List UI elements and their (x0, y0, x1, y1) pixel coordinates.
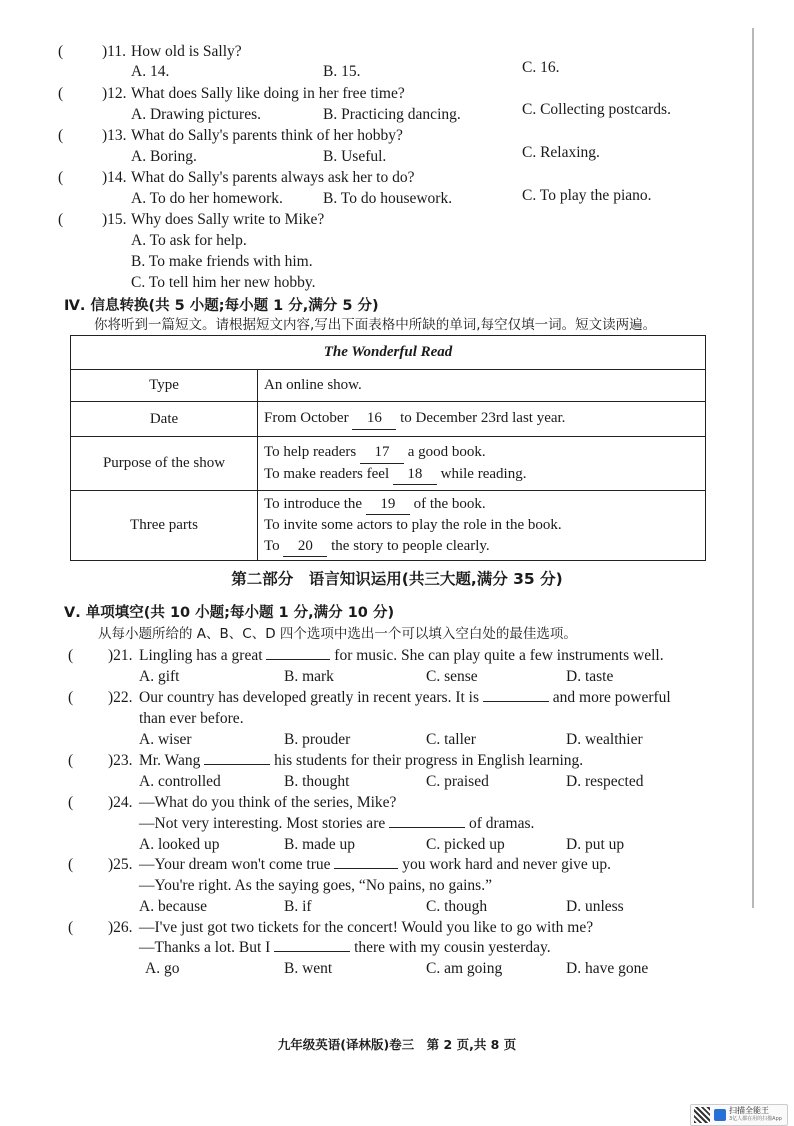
answer-blank[interactable] (274, 951, 350, 952)
text: his students for their progress in English learning. (274, 752, 584, 769)
question-number: )24. (108, 794, 133, 811)
option-a: A. Boring. (131, 148, 197, 165)
text: for music. She can play quite a few instruments well. (334, 647, 664, 664)
part-title: 第二部分 语言知识运用(共三大题,满分 35 分) (231, 570, 563, 588)
question-number: )26. (108, 919, 133, 936)
option-b: B. Useful. (323, 148, 387, 165)
answer-blank[interactable] (334, 868, 398, 869)
answer-paren: ( (68, 794, 74, 811)
text: To make readers feel (264, 465, 390, 482)
text: to December 23rd last year. (400, 410, 566, 427)
badge-subtitle: 3亿人都在用的扫描App (729, 1116, 782, 1122)
section-instruction: 你将听到一篇短文。请根据短文内容,写出下面表格中所缺的单词,每空仅填一词。短文读两遍。 (94, 317, 657, 333)
answer-paren: ( (68, 752, 74, 769)
option-c: C. picked up (426, 836, 505, 853)
info-table (70, 335, 706, 561)
text: Mr. Wang (139, 752, 201, 769)
option-d: D. taste (566, 668, 614, 685)
question-stem: What do Sally's parents think of her hobby? (131, 127, 403, 144)
answer-blank-18[interactable]: 18 (393, 464, 437, 486)
table-title: The Wonderful Read (71, 336, 706, 370)
text: of dramas. (468, 815, 535, 832)
text: —Not very interesting. Most stories are (139, 815, 386, 832)
text: there with my cousin yesterday. (354, 939, 551, 956)
answer-paren: ( (58, 169, 64, 186)
question-number: )13. (102, 127, 127, 144)
scanner-badge (690, 1104, 788, 1126)
question-stem: —What do you think of the series, Mike? (139, 794, 397, 811)
text: the story to people clearly. (331, 537, 490, 554)
option-d: D. respected (566, 773, 644, 790)
row-label-parts: Three parts (71, 491, 258, 561)
option-c: C. sense (426, 668, 478, 685)
margin-line (752, 28, 754, 908)
question-stem (139, 646, 664, 666)
question-number: )15. (102, 211, 127, 228)
question-stem: How old is Sally? (131, 43, 242, 60)
question-number: )21. (108, 647, 133, 664)
question-stem (139, 688, 671, 708)
scanner-logo-icon (714, 1109, 726, 1121)
answer-paren: ( (58, 127, 64, 144)
page-footer: 九年级英语(译林版)卷三 第 2 页,共 8 页 (277, 1037, 517, 1052)
question-number: )23. (108, 752, 133, 769)
option-b: B. To make friends with him. (131, 253, 313, 270)
text: To introduce the (264, 495, 363, 512)
question-stem-cont: than ever before. (139, 710, 244, 727)
option-a: A. controlled (139, 773, 221, 790)
option-a: A. go (145, 960, 180, 977)
option-d: D. unless (566, 898, 624, 915)
option-b: B. if (284, 898, 312, 915)
answer-paren: ( (58, 211, 64, 228)
question-stem: What does Sally like doing in her free time? (131, 85, 405, 102)
answer-blank-16[interactable]: 16 (352, 408, 396, 430)
row-label-purpose: Purpose of the show (71, 437, 258, 491)
text: of the book. (413, 495, 486, 512)
option-a: A. To ask for help. (131, 232, 247, 249)
badge-title: 扫描全能王 (729, 1106, 769, 1115)
option-a: A. 14. (131, 63, 170, 80)
text: a good book. (407, 444, 486, 460)
option-c: C. taller (426, 731, 476, 748)
answer-paren: ( (58, 43, 64, 60)
question-stem: What do Sally's parents always ask her to do? (131, 169, 415, 186)
text: —Thanks a lot. But I (139, 939, 271, 956)
text: Lingling has a great (139, 647, 263, 664)
option-b: B. prouder (284, 731, 351, 748)
row-label-date: Date (71, 402, 258, 437)
option-c: C. 16. (522, 59, 560, 76)
option-a: A. looked up (139, 836, 220, 853)
question-number: )11. (102, 43, 126, 60)
question-stem (139, 751, 583, 771)
question-stem-cont (139, 938, 551, 958)
text: From October (264, 410, 349, 427)
answer-blank-20[interactable]: 20 (283, 536, 327, 558)
option-b: B. thought (284, 773, 350, 790)
row-value-parts (258, 491, 706, 561)
option-a: A. wiser (139, 731, 192, 748)
option-b: B. made up (284, 836, 356, 853)
option-a: A. gift (139, 668, 180, 685)
answer-blank[interactable] (204, 764, 270, 765)
answer-blank[interactable] (389, 827, 465, 828)
qr-code-icon (694, 1107, 710, 1123)
text: —Your dream won't come true (139, 856, 331, 873)
question-number: )22. (108, 689, 133, 706)
question-stem (139, 855, 611, 875)
question-number: )14. (102, 169, 127, 186)
text: To invite some actors to play the role in the book. (264, 517, 562, 534)
row-value-purpose (258, 437, 706, 491)
answer-paren: ( (68, 919, 74, 936)
text: and more powerful (552, 689, 671, 706)
option-d: D. have gone (566, 960, 649, 977)
question-number: )12. (102, 85, 127, 102)
answer-blank-17[interactable]: 17 (360, 442, 404, 464)
row-value-type: An online show. (258, 370, 706, 402)
option-b: B. 15. (323, 63, 361, 80)
text: Our country has developed greatly in recent years. It is (139, 689, 480, 706)
option-a: A. Drawing pictures. (131, 106, 261, 123)
question-stem: —I've just got two tickets for the concert! Would you like to go with me? (139, 919, 594, 936)
option-b: B. mark (284, 668, 334, 685)
text: To help readers (264, 444, 357, 460)
section-instruction: 从每小题所给的 A、B、C、D 四个选项中选出一个可以填入空白处的最佳选项。 (98, 626, 577, 642)
question-stem: Why does Sally write to Mike? (131, 211, 325, 228)
question-stem-cont (139, 814, 534, 834)
answer-paren: ( (68, 647, 74, 664)
option-a: A. To do her homework. (131, 190, 283, 207)
row-value-date (258, 402, 706, 437)
answer-paren: ( (68, 689, 74, 706)
answer-blank-19[interactable]: 19 (366, 494, 410, 516)
question-number: )25. (108, 856, 133, 873)
section-title: Ⅴ. 单项填空(共 10 小题;每小题 1 分,满分 10 分) (64, 605, 395, 621)
option-c: C. Relaxing. (522, 144, 600, 161)
answer-paren: ( (58, 85, 64, 102)
answer-blank[interactable] (266, 659, 330, 660)
text: while reading. (440, 465, 527, 482)
section-title: Ⅳ. 信息转换(共 5 小题;每小题 1 分,满分 5 分) (64, 298, 379, 314)
text: To (264, 537, 280, 554)
option-c: C. am going (426, 960, 503, 977)
text: you work hard and never give up. (402, 856, 612, 873)
option-d: D. put up (566, 836, 625, 853)
answer-blank[interactable] (483, 701, 549, 702)
question-stem-cont: —You're right. As the saying goes, “No pains, no gains.” (139, 877, 492, 894)
option-c: C. To play the piano. (522, 187, 652, 204)
option-b: B. Practicing dancing. (323, 106, 461, 123)
option-c: C. praised (426, 773, 489, 790)
option-c: C. Collecting postcards. (522, 101, 671, 118)
option-a: A. because (139, 898, 207, 915)
row-label-type: Type (71, 370, 258, 402)
option-d: D. wealthier (566, 731, 643, 748)
option-b: B. To do housework. (323, 190, 453, 207)
option-b: B. went (284, 960, 333, 977)
option-c: C. To tell him her new hobby. (131, 274, 316, 291)
answer-paren: ( (68, 856, 74, 873)
option-c: C. though (426, 898, 488, 915)
